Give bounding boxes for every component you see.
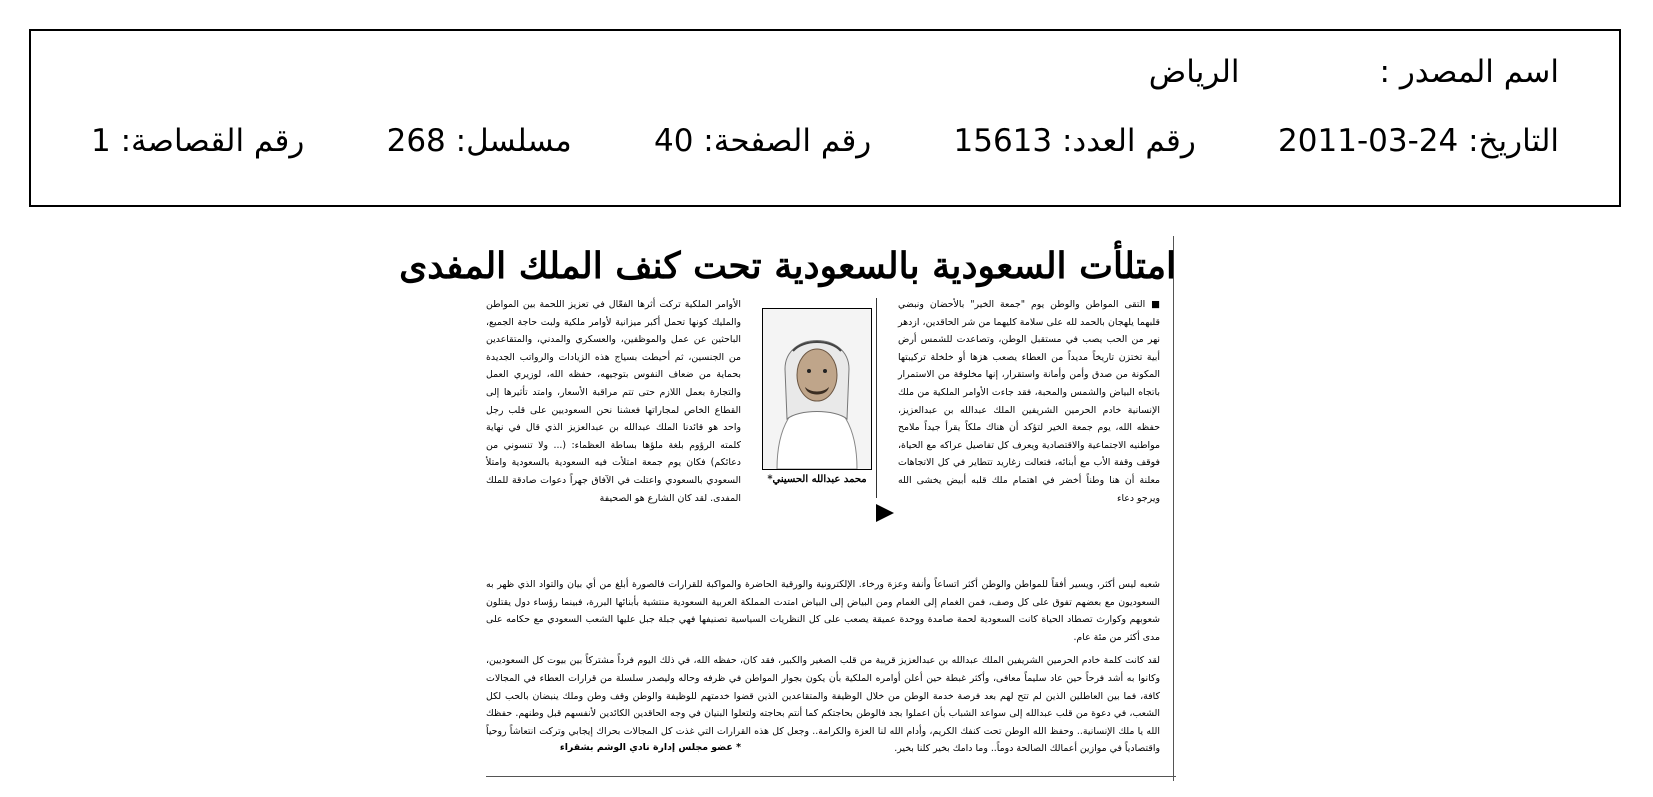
serial-field: مسلسل: 268 [386,123,572,159]
column-divider [876,298,877,498]
column-rule-right [1173,236,1174,781]
author-footnote: * عضو مجلس إدارة نادي الوشم بشقراء [559,742,741,753]
author-photo [762,308,872,470]
source-value: الرياض [1148,54,1240,90]
paragraph: ■ التقى المواطن والوطن يوم "جمعة الخير" بالأحضان ونبضي قلبهما يلهجان بالحمد لله على سلامة كليهما من شر الحاقدين، ازدهر نهر من الحب يصب في مستقبل الوطن، وتصاعدت للشمس أرض أبية تختزن تاريخاً مديداً من العطاء يصعب هزها أو خلخلة تركيبتها المكونة من صدق وأمن وأمانة واستقرار، إنها مخلوقة من الاستمرار باتجاه البياض والشمس والمحبة، فقد جاءت الأوامر الملكية من ملك الإنسانية خادم الحرمين الشريفين الملك عبدالله بن عبدالعزيز، حفظه الله، يوم جمعة الخير لتؤكد أن هناك ملكاً يقرأ جيداً ملامح مواطنيه الاجتماعية والاقتصادية ويعرف كل تفاصيل عراكه مع الحياة، فوقف وقفة الأب مع أبنائه، فتعالت زغاريد تتطاير في كل الاتجاهات معلنة أن هنا وطناً أخضر في اهتمام ملك قلبه أبيض يخشى الله ويرجو دعاء [898,299,1160,504]
paragraph: لقد كانت كلمة خادم الحرمين الشريفين الملك عبدالله بن عبدالعزيز قريبة من قلب الصغير والكبير، فقد كان، حفظه الله، في ذلك اليوم فرداً مشتركاً بين بيوت كل السعوديين، وكانوا به أشد فرحاً حين عاد سليماً معافى، وأكثر غبطة حين أعلن أوامره الملكية بأن يكون بجوار المواطن في ظرفه وحاله وليصدر سلسلة من قرارات العطاء في المجالات كافة، فما بين العاطلين الذين لم تتح لهم بعد فرصة خدمة الوطن من خلال الوظيفة والمتقاعدين الذين قضوا خدمتهم للوظيفة والوطن وقف وطن وملك ينبضان بالحب لكل الشعب، في دعوة من قلب عبدالله إلى سواعد الشباب بأن اعملوا بجد فالوطن بحاجتكم كما أنتم بحاجته ولتعلوا البنيان في وجه الحاقدين الكائدين لأنفسهم قبل وطنهم. حفظك الله يا ملك الإنسانية.. وحفظ الله الوطن تحت كنفك الكريم، وأدام الله لنا العزة والكرامة.. وجعل كل هذه القرارات التي غذت كل المجالات بحراك إيجابي وتركت انتعاشاً روحياً واقتصادياً في موازين أعمالك الصالحة دوماً.. وما دامك بخير كلنا بخير. [486,655,1160,755]
article-left-column [486,296,741,513]
author-name: محمد عبدالله الحسيني* [767,474,867,485]
source-row [1149,54,1559,90]
issue-field: رقم العدد: 15613 [953,123,1196,159]
paragraph: شعبه ليس أكثر، ويسير أفقاً للمواطن والوطن أكثر اتساعاً وأنفة وعزة ورخاء. الإلكترونية والورقية الحاضرة والمواكبة للقرارات فالصورة أبلغ من أي بيان والتواد الذي ظهر به السعوديون مع بعضهم تفوق على كل وصف، فمن الغمام إلى الغمام ومن البياض إلى البياض امتدت المملكة العربية السعودية منتشية بأبنائها البررة، فبينما رؤساء دول يقتلون شعوبهم وكوارث تصطاد الحياة كانت السعودية لحمة صامدة ووحدة عميقة يصعب على كل النظريات السياسية تصنيفها فهي جبلة جبل عليها الشعب السعودي مع حكامه على مدى أكثر من مئة عام. [486,579,1160,643]
article-bottom-text [486,576,1160,764]
column-rule-bottom [486,776,1176,777]
clip-field: رقم القصاصة: 1 [91,123,305,159]
meta-details-row [91,123,1559,159]
byline-marker-icon [876,504,894,522]
paragraph: الأوامر الملكية تركت أثرها الفعّال في تعزيز اللحمة بين المواطن والمليك كونها تحمل أكبر ميزانية لأوامر ملكية ولبت حاجة الجميع، الباحثين عن عمل والموظفين، والعسكري والمدني، والمتقاعدين من الجنسين، ثم أحيطت بسياج هذه الزيادات والرواتب الجديدة بحماية من ضعاف النفوس بتوجيهه، حفظه الله، لوزيري العمل والتجارة بعمل اللازم حتى تتم مراقبة الأسعار، وامتد تأثيرها إلى القطاع الخاص لمجاراتها فعشنا نحن السعوديين على قلب رجل واحد هو قائدنا الملك عبدالله بن عبدالعزيز الذي قال في نهاية كلمته الرؤوم بلغة ملؤها بساطة العظماء: (... ولا تنسوني من دعائكم) فكان يوم جمعة امتلأت فيه السعودية بالسعودية وامتلأ السعودي بالسعودي واعتلت في الآفاق جهراً دعوات صادقة للملك المفدى. لقد كان الشارع هو الصحيفة [486,299,741,504]
article-right-column [898,296,1160,513]
page-field: رقم الصفحة: 40 [653,123,872,159]
article-headline: امتلأت السعودية بالسعودية تحت كنف الملك المفدى [399,245,1176,287]
author-portrait-icon [763,309,871,469]
date-field: التاريخ: 24-03-2011 [1278,123,1559,159]
newspaper-clipping [399,236,1176,781]
author-photo-block [758,308,876,494]
source-label: اسم المصدر : [1379,54,1559,90]
source-info-box [29,29,1621,207]
